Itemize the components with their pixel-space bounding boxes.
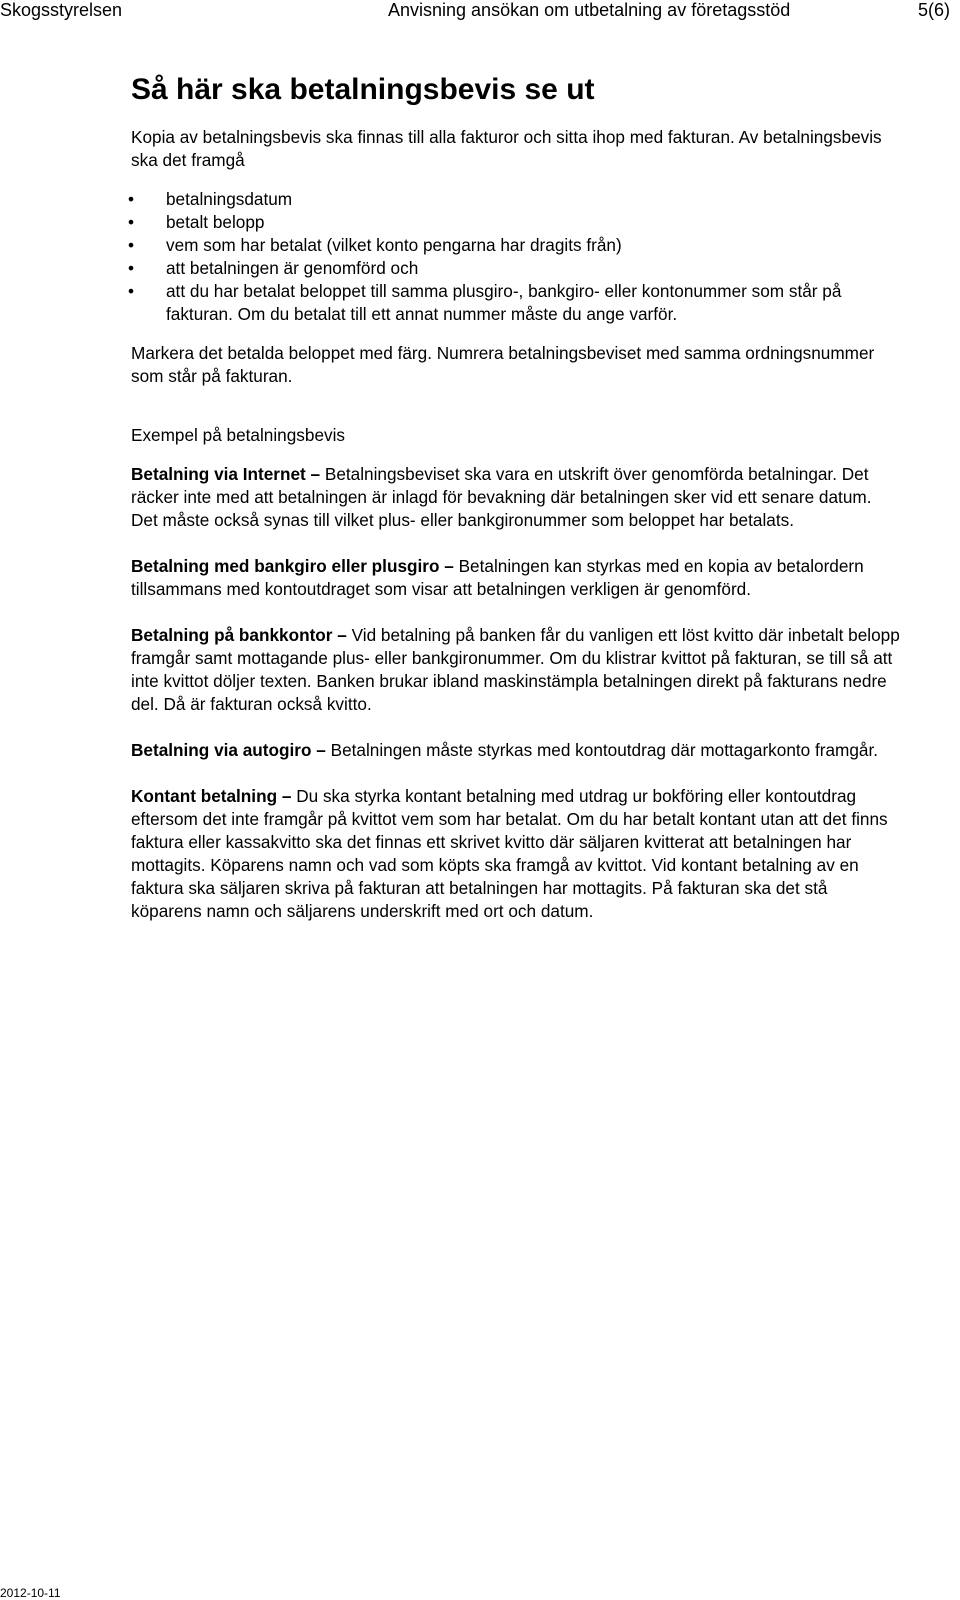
- page-header: [0, 0, 960, 20]
- footer-date: 2012-10-11: [0, 1586, 61, 1600]
- example-text: Vid betalning på banken får du vanligen ett löst kvitto där inbetalt belopp framgår samt mottagande plus- eller bankgironummer. Om du klistrar kvittot på fakturan, se till så att inte kvittot döljer texten. Banken brukar ibland maskinstämpla betalningen direkt på fakturans nedre del. Då är fakturan också kvitto.: [131, 625, 900, 714]
- example-kontant: [131, 785, 901, 923]
- list-item-text: att betalningen är genomförd och: [166, 258, 419, 278]
- list-item: [128, 211, 901, 234]
- example-bankgiro-plusgiro: [131, 555, 901, 601]
- example-text: Du ska styrka kontant betalning med utdrag ur bokföring eller kontoutdrag eftersom det inte framgår på kvittot vem som har betalat. Om du har betalt kontant utan att det finns faktura eller kassakvitto ska det finnas ett skrivet kvitto där säljaren kvitterat att betalningen har mottagits. Köparens namn och vad som köpts ska framgå av kvittot. Vid kontant betalning av en faktura ska säljaren skriva på fakturan att betalningen har mottagits. På fakturan ska det stå köparens namn och säljarens underskrift med ort och datum.: [131, 786, 888, 921]
- example-bankkontor: [131, 624, 901, 716]
- mark-instruction-paragraph: Markera det betalda beloppet med färg. Numrera betalningsbeviset med samma ordningsnummer som står på fakturan.: [131, 343, 875, 386]
- example-label: Betalning via autogiro –: [131, 740, 326, 760]
- header-page-number: 5(6): [917, 0, 950, 20]
- example-internet: [131, 463, 901, 532]
- requirements-list: [128, 188, 901, 326]
- intro-paragraph: Kopia av betalningsbevis ska finnas till alla fakturor och sitta ihop med fakturan. Av betalningsbevis ska det framgå: [131, 127, 882, 170]
- bullet-dot-icon: •: [128, 235, 135, 255]
- header-document-title: Anvisning ansökan om utbetalning av företagsstöd: [388, 0, 791, 20]
- example-label: Betalning på bankkontor –: [131, 625, 347, 645]
- bullet-dot-icon: •: [128, 258, 135, 278]
- example-autogiro: [131, 739, 901, 762]
- example-text: Betalningen måste styrkas med kontoutdrag där mottagarkonto framgår.: [325, 740, 879, 760]
- list-item: [128, 234, 901, 257]
- example-label: Betalning via Internet –: [131, 464, 321, 484]
- example-text: Betalningsbeviset ska vara en utskrift över genomförda betalningar. Det räcker inte med att betalningen är inlagd för bevakning där betalningen sker vid ett senare datum. Det måste också synas till vilket plus- eller bankgironummer som beloppet har betalats.: [131, 464, 872, 530]
- example-text: Betalningen kan styrkas med en kopia av betalordern tillsammans med kontoutdraget som visar att betalningen verkligen är genomförd.: [131, 556, 864, 599]
- list-item: [128, 257, 901, 280]
- example-label: Kontant betalning –: [131, 786, 292, 806]
- examples-heading: Exempel på betalningsbevis: [131, 425, 346, 445]
- bullet-dot-icon: •: [128, 281, 135, 301]
- list-item-text: att du har betalat beloppet till samma plusgiro-, bankgiro- eller kontonummer som står på fakturan. Om du betalat till ett annat nummer måste du ange varför.: [166, 281, 842, 324]
- example-label: Betalning med bankgiro eller plusgiro –: [131, 556, 454, 576]
- page-footer: [0, 1586, 61, 1600]
- bullet-dot-icon: •: [128, 212, 135, 232]
- list-item-text: betalt belopp: [166, 212, 265, 232]
- list-item-text: betalningsdatum: [166, 189, 293, 209]
- document-body: [128, 72, 901, 946]
- list-item: [128, 280, 901, 326]
- header-organization: Skogsstyrelsen: [0, 0, 123, 20]
- page-title: Så här ska betalningsbevis se ut: [131, 73, 595, 106]
- bullet-dot-icon: •: [128, 189, 135, 209]
- list-item-text: vem som har betalat (vilket konto pengarna har dragits från): [166, 235, 622, 255]
- list-item: [128, 188, 901, 211]
